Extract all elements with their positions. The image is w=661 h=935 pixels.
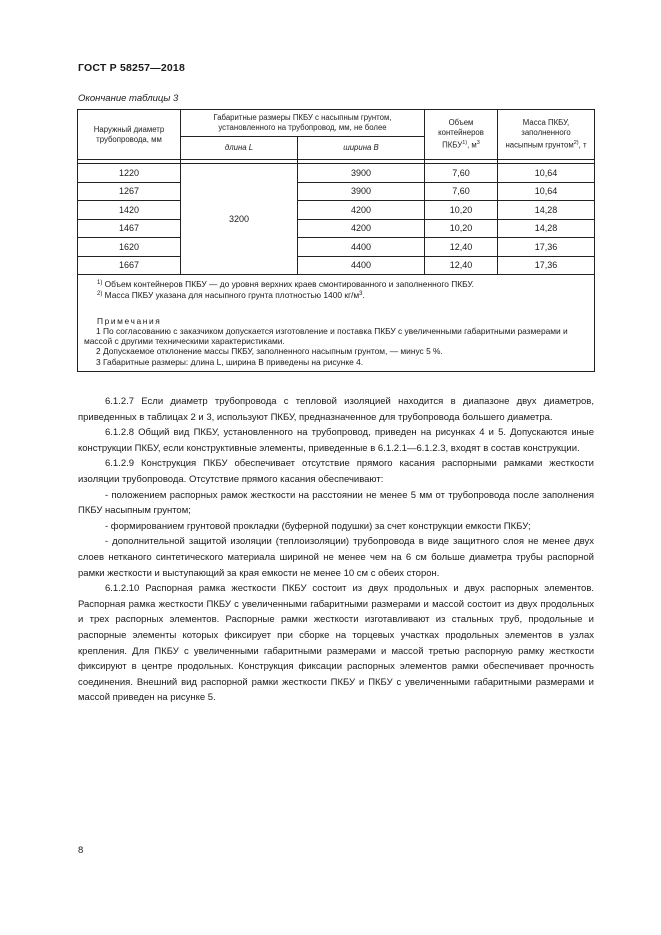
notes-title: Примечания (97, 315, 162, 326)
list-item: - дополнительной защитой изоляции (теплоизоляции) трубопровода в виде защитного слоя не менее двух слоев нетканого синтетического материала шириной не менее чем на 6 см больше диаметра трубы распорной рамки жесткости и выступающий за края емкости не менее 10 см с обеих сторон. (78, 536, 594, 579)
cell-width: 4400 (298, 238, 425, 257)
cell-width: 3900 (298, 164, 425, 183)
document-code: ГОСТ Р 58257—2018 (78, 62, 186, 74)
note-2: 2 Допускаемое отклонение массы ПКБУ, заполненного насыпным грунтом, — минус 5 %. (96, 346, 443, 357)
note-1: 1 По согласованию с заказчиком допускается изготовление и поставка ПКБУ с увеличенными габаритными размерами и массой с другими техническими характеристиками. (84, 325, 568, 347)
body-text (78, 394, 594, 706)
table-row (78, 256, 595, 275)
table-row (78, 219, 595, 238)
table-notes (78, 275, 595, 372)
cell-width: 4200 (298, 201, 425, 220)
cell-diameter: 1267 (78, 182, 181, 201)
table-row (78, 238, 595, 257)
header-volume: Объем контейнеров ПКБУ$^{1)}$, $м^3$ (425, 110, 498, 160)
cell-mass: 14,28 (498, 201, 595, 220)
cell-volume: 10,20 (425, 219, 498, 238)
cell-mass: 14,28 (498, 219, 595, 238)
table-row (78, 164, 595, 183)
note-3: 3 Габаритные размеры: длина L, ширина B приведены на рисунке 4. (96, 356, 364, 367)
table-row (78, 201, 595, 220)
cell-diameter: 1620 (78, 238, 181, 257)
table-row (78, 182, 595, 201)
cell-volume: 12,40 (425, 238, 498, 257)
header-length: длина L (181, 137, 298, 160)
cell-width: 3900 (298, 182, 425, 201)
table-caption: Окончание таблицы 3 (78, 93, 179, 104)
header-mass: Масса ПКБУ, заполненного насыпным грунтом$^{2)}$, т (498, 110, 595, 160)
cell-length: 3200 (181, 164, 298, 275)
paragraph-6-1-2-7: 6.1.2.7 Если диаметр трубопровода с тепловой изоляцией находится в диапазоне двух диаметров, приведенных в таблицах 2 и 3, используют ПКБУ, предназначенное для трубопровода большего диаметра. (78, 396, 594, 423)
cell-mass: 10,64 (498, 182, 595, 201)
header-diameter: Наружный диаметр трубопровода, мм (78, 110, 181, 160)
cell-mass: 17,36 (498, 238, 595, 257)
paragraph-6-1-2-8: 6.1.2.8 Общий вид ПКБУ, установленного на трубопровод, приведен на рисунках 4 и 5. Допускаются иные конструкции ПКБУ, если конструктивные элементы, приведенные в 6.1.2.1—6.1.2.3, входят в состав конструкции. (78, 427, 594, 454)
cell-width: 4200 (298, 219, 425, 238)
table-3 (77, 109, 595, 372)
paragraph-6-1-2-10: 6.1.2.10 Распорная рамка жесткости ПКБУ состоит из двух продольных и двух распорных элементов. Распорная рамка жесткости ПКБУ с увеличенными габаритными размерами и массой состоит из двух продольных и трех распорных элементов. Распорные рамки жесткости изготавливают из стальных труб, продольные и распорные элементы которых фиксирует при сборке на торцевых участках продольных элементов в узлах крепления. Для ПКБУ с увеличенными габаритными размерами и массой третью распорную рамку жесткости фиксируют в центре продольных. Конструкция фиксации распорных элементов рамки обеспечивает прочность соединения. Внешний вид распорной рамки жесткости ПКБУ и ПКБУ с увеличенными габаритными размерами и массой приведен на рисунке 5. (78, 583, 594, 704)
cell-volume: 10,20 (425, 201, 498, 220)
paragraph-6-1-2-9: 6.1.2.9 Конструкция ПКБУ обеспечивает отсутствие прямого касания распорными рамками жесткости изоляции трубопровода. Отсутствие прямого касания обеспечивают: (78, 458, 594, 485)
cell-volume: 7,60 (425, 164, 498, 183)
list-item: - формированием грунтовой прокладки (буферной подушки) за счет конструкции емкости ПКБУ; (105, 520, 531, 532)
cell-diameter: 1420 (78, 201, 181, 220)
list-item: - положением распорных рамок жесткости на расстоянии не менее 5 мм от трубопровода после заполнения ПКБУ насыпным грунтом; (78, 489, 594, 517)
header-width: ширина B (298, 137, 425, 160)
cell-diameter: 1220 (78, 164, 181, 183)
footnote-1: $^{1)}$ Объем контейнеров ПКБУ — до уровня верхних краев смонтированного и заполненного ПКБУ. (97, 279, 474, 289)
cell-mass: 10,64 (498, 164, 595, 183)
cell-diameter: 1467 (78, 219, 181, 238)
footnote-2: $^{2)}$ Масса ПКБУ указана для насыпного грунта плотностью 1400 $кг/м^3$. (97, 290, 365, 301)
header-dimensions: Габаритные размеры ПКБУ с насыпным грунтом, установленного на трубопровод, мм, не более (181, 110, 425, 137)
cell-mass: 17,36 (498, 256, 595, 275)
page-number: 8 (78, 845, 84, 856)
cell-diameter: 1667 (78, 256, 181, 275)
cell-volume: 7,60 (425, 182, 498, 201)
cell-width: 4400 (298, 256, 425, 275)
cell-volume: 12,40 (425, 256, 498, 275)
